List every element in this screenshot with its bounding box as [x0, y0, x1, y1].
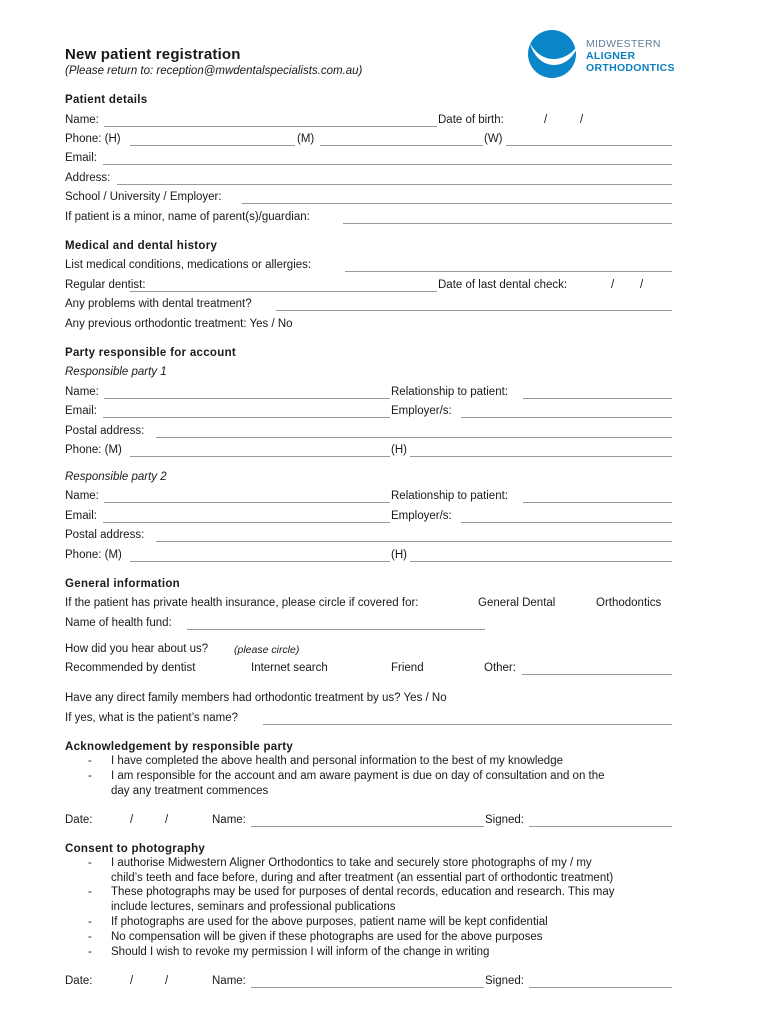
other-field[interactable] — [522, 674, 672, 675]
patient-name-field[interactable] — [104, 126, 437, 127]
party2-postal-field[interactable] — [156, 541, 672, 542]
option-internet[interactable]: Internet search — [251, 662, 328, 674]
party2-heading: Responsible party 2 — [65, 471, 167, 483]
party1-relationship-label: Relationship to patient: — [391, 386, 508, 398]
consent-date-slash-2: / — [165, 975, 169, 987]
consent-date-label: Date: — [65, 975, 93, 987]
consent-name-field[interactable] — [251, 987, 484, 988]
phone-m-label: (M) — [297, 133, 315, 145]
phone-h-field[interactable] — [130, 145, 295, 146]
party1-heading: Responsible party 1 — [65, 366, 167, 378]
consent-dash-1: - — [88, 857, 92, 869]
consent-dash-2: - — [88, 886, 92, 898]
ack-dash-2: - — [88, 770, 92, 782]
problems-label: Any problems with dental treatment? — [65, 298, 252, 310]
dob-slash-1: / — [544, 114, 548, 126]
party2-name-label: Name: — [65, 490, 99, 502]
insurance-label: If the patient has private health insurance, please circle if covered for: — [65, 597, 419, 609]
phone-h-label: Phone: (H) — [65, 133, 121, 145]
hear-hint: (please circle) — [234, 644, 300, 656]
ack-signature-field[interactable] — [529, 826, 672, 827]
party2-employer-label: Employer/s: — [391, 510, 452, 522]
party2-name-field[interactable] — [104, 502, 390, 503]
last-check-label: Date of last dental check: — [438, 279, 568, 291]
logo-icon — [526, 29, 580, 79]
section-responsible-party: Party responsible for account — [65, 347, 237, 359]
dob-label: Date of birth: — [438, 114, 504, 126]
consent-name-label: Name: — [212, 975, 246, 987]
party1-postal-field[interactable] — [156, 437, 672, 438]
consent-dash-3: - — [88, 916, 92, 928]
party1-email-label: Email: — [65, 405, 97, 417]
phone-w-field[interactable] — [506, 145, 672, 146]
party1-employer-label: Employer/s: — [391, 405, 452, 417]
party2-phone-m-label: Phone: (M) — [65, 549, 122, 561]
dob-slash-2: / — [580, 114, 584, 126]
party1-phone-m-field[interactable] — [130, 456, 390, 457]
consent-dash-4: - — [88, 931, 92, 943]
dentist-field[interactable] — [130, 291, 437, 292]
party2-email-label: Email: — [65, 510, 97, 522]
section-patient-details: Patient details — [65, 94, 148, 106]
consent-signed-label: Signed: — [485, 975, 525, 987]
party2-phone-h-label: (H) — [391, 549, 407, 561]
section-medical-history: Medical and dental history — [65, 240, 218, 252]
option-friend[interactable]: Friend — [391, 662, 424, 674]
hear-label: How did you hear about us? — [65, 643, 209, 655]
consent-signature-field[interactable] — [529, 987, 672, 988]
consent-item-2-cont: include lectures, seminars and professional publications — [111, 901, 396, 913]
party1-phone-h-label: (H) — [391, 444, 407, 456]
consent-item-1: I authorise Midwestern Aligner Orthodontics to take and securely store photographs of my / my — [111, 857, 592, 869]
ack-name-field[interactable] — [251, 826, 484, 827]
fund-field[interactable] — [187, 629, 485, 630]
section-acknowledgement: Acknowledgement by responsible party — [65, 741, 294, 753]
problems-field[interactable] — [276, 310, 672, 311]
option-dentist[interactable]: Recommended by dentist — [65, 662, 196, 674]
conditions-field[interactable] — [345, 271, 672, 272]
consent-item-2: These photographs may be used for purposes of dental records, education and research. This may — [111, 886, 615, 898]
check-slash-1: / — [611, 279, 615, 291]
school-field[interactable] — [242, 203, 672, 204]
family-name-field[interactable] — [263, 724, 672, 725]
option-other[interactable]: Other: — [484, 662, 516, 674]
party2-employer-field[interactable] — [461, 522, 672, 523]
ack-item-1: I have completed the above health and personal information to the best of my knowledge — [111, 755, 563, 767]
ack-dash-1: - — [88, 755, 92, 767]
party1-name-label: Name: — [65, 386, 99, 398]
ack-item-2: I am responsible for the account and am aware payment is due on day of consultation and on the — [111, 770, 605, 782]
family-name-label: If yes, what is the patient’s name? — [65, 712, 239, 724]
school-label: School / University / Employer: — [65, 191, 222, 203]
phone-w-label: (W) — [484, 133, 503, 145]
party1-phone-h-field[interactable] — [410, 456, 672, 457]
party2-relationship-label: Relationship to patient: — [391, 490, 508, 502]
consent-dash-5: - — [88, 946, 92, 958]
guardian-field[interactable] — [343, 223, 672, 224]
email-label: Email: — [65, 152, 97, 164]
party1-phone-m-label: Phone: (M) — [65, 444, 122, 456]
party1-email-field[interactable] — [103, 417, 390, 418]
phone-m-field[interactable] — [320, 145, 483, 146]
consent-date-slash-1: / — [130, 975, 134, 987]
logo-line-3: ORTHODONTICS — [586, 62, 675, 74]
fund-label: Name of health fund: — [65, 617, 172, 629]
logo-line-1: MIDWESTERN — [586, 38, 661, 50]
party2-relationship-field[interactable] — [523, 502, 672, 503]
consent-item-1-cont: child’s teeth and face before, during and after treatment (an essential part of orthodontic treatment) — [111, 872, 614, 884]
section-consent: Consent to photography — [65, 843, 206, 855]
party1-relationship-field[interactable] — [523, 398, 672, 399]
consent-item-4: No compensation will be given if these photographs are used for the above purposes — [111, 931, 543, 943]
page-title: New patient registration — [65, 46, 241, 63]
party2-email-field[interactable] — [103, 522, 390, 523]
party2-phone-h-field[interactable] — [410, 561, 672, 562]
option-orthodontics[interactable]: Orthodontics — [596, 597, 662, 609]
name-label: Name: — [65, 114, 99, 126]
conditions-label: List medical conditions, medications or allergies: — [65, 259, 312, 271]
ack-item-2-cont: day any treatment commences — [111, 785, 269, 797]
ack-name-label: Name: — [212, 814, 246, 826]
previous-ortho-label[interactable]: Any previous orthodontic treatment: Yes / No — [65, 318, 293, 330]
ack-signed-label: Signed: — [485, 814, 525, 826]
party1-employer-field[interactable] — [461, 417, 672, 418]
page-subtitle: (Please return to: reception@mwdentalspecialists.com.au) — [65, 65, 363, 77]
option-general-dental[interactable]: General Dental — [478, 597, 556, 609]
email-field[interactable] — [103, 164, 672, 165]
ack-date-slash-2: / — [165, 814, 169, 826]
consent-item-5: Should I wish to revoke my permission I will inform of the change in writing — [111, 946, 490, 958]
guardian-label: If patient is a minor, name of parent(s)/guardian: — [65, 211, 310, 223]
section-general-info: General information — [65, 578, 180, 590]
party1-name-field[interactable] — [104, 398, 390, 399]
ack-date-slash-1: / — [130, 814, 134, 826]
logo-line-2: ALIGNER — [586, 50, 636, 62]
address-field[interactable] — [117, 184, 672, 185]
party1-postal-label: Postal address: — [65, 425, 145, 437]
party2-phone-m-field[interactable] — [130, 561, 390, 562]
ack-date-label: Date: — [65, 814, 93, 826]
party2-postal-label: Postal address: — [65, 529, 145, 541]
family-label[interactable]: Have any direct family members had orthodontic treatment by us? Yes / No — [65, 692, 447, 704]
check-slash-2: / — [640, 279, 644, 291]
address-label: Address: — [65, 172, 111, 184]
dentist-label: Regular dentist: — [65, 279, 146, 291]
consent-item-3: If photographs are used for the above purposes, patient name will be kept confidential — [111, 916, 548, 928]
